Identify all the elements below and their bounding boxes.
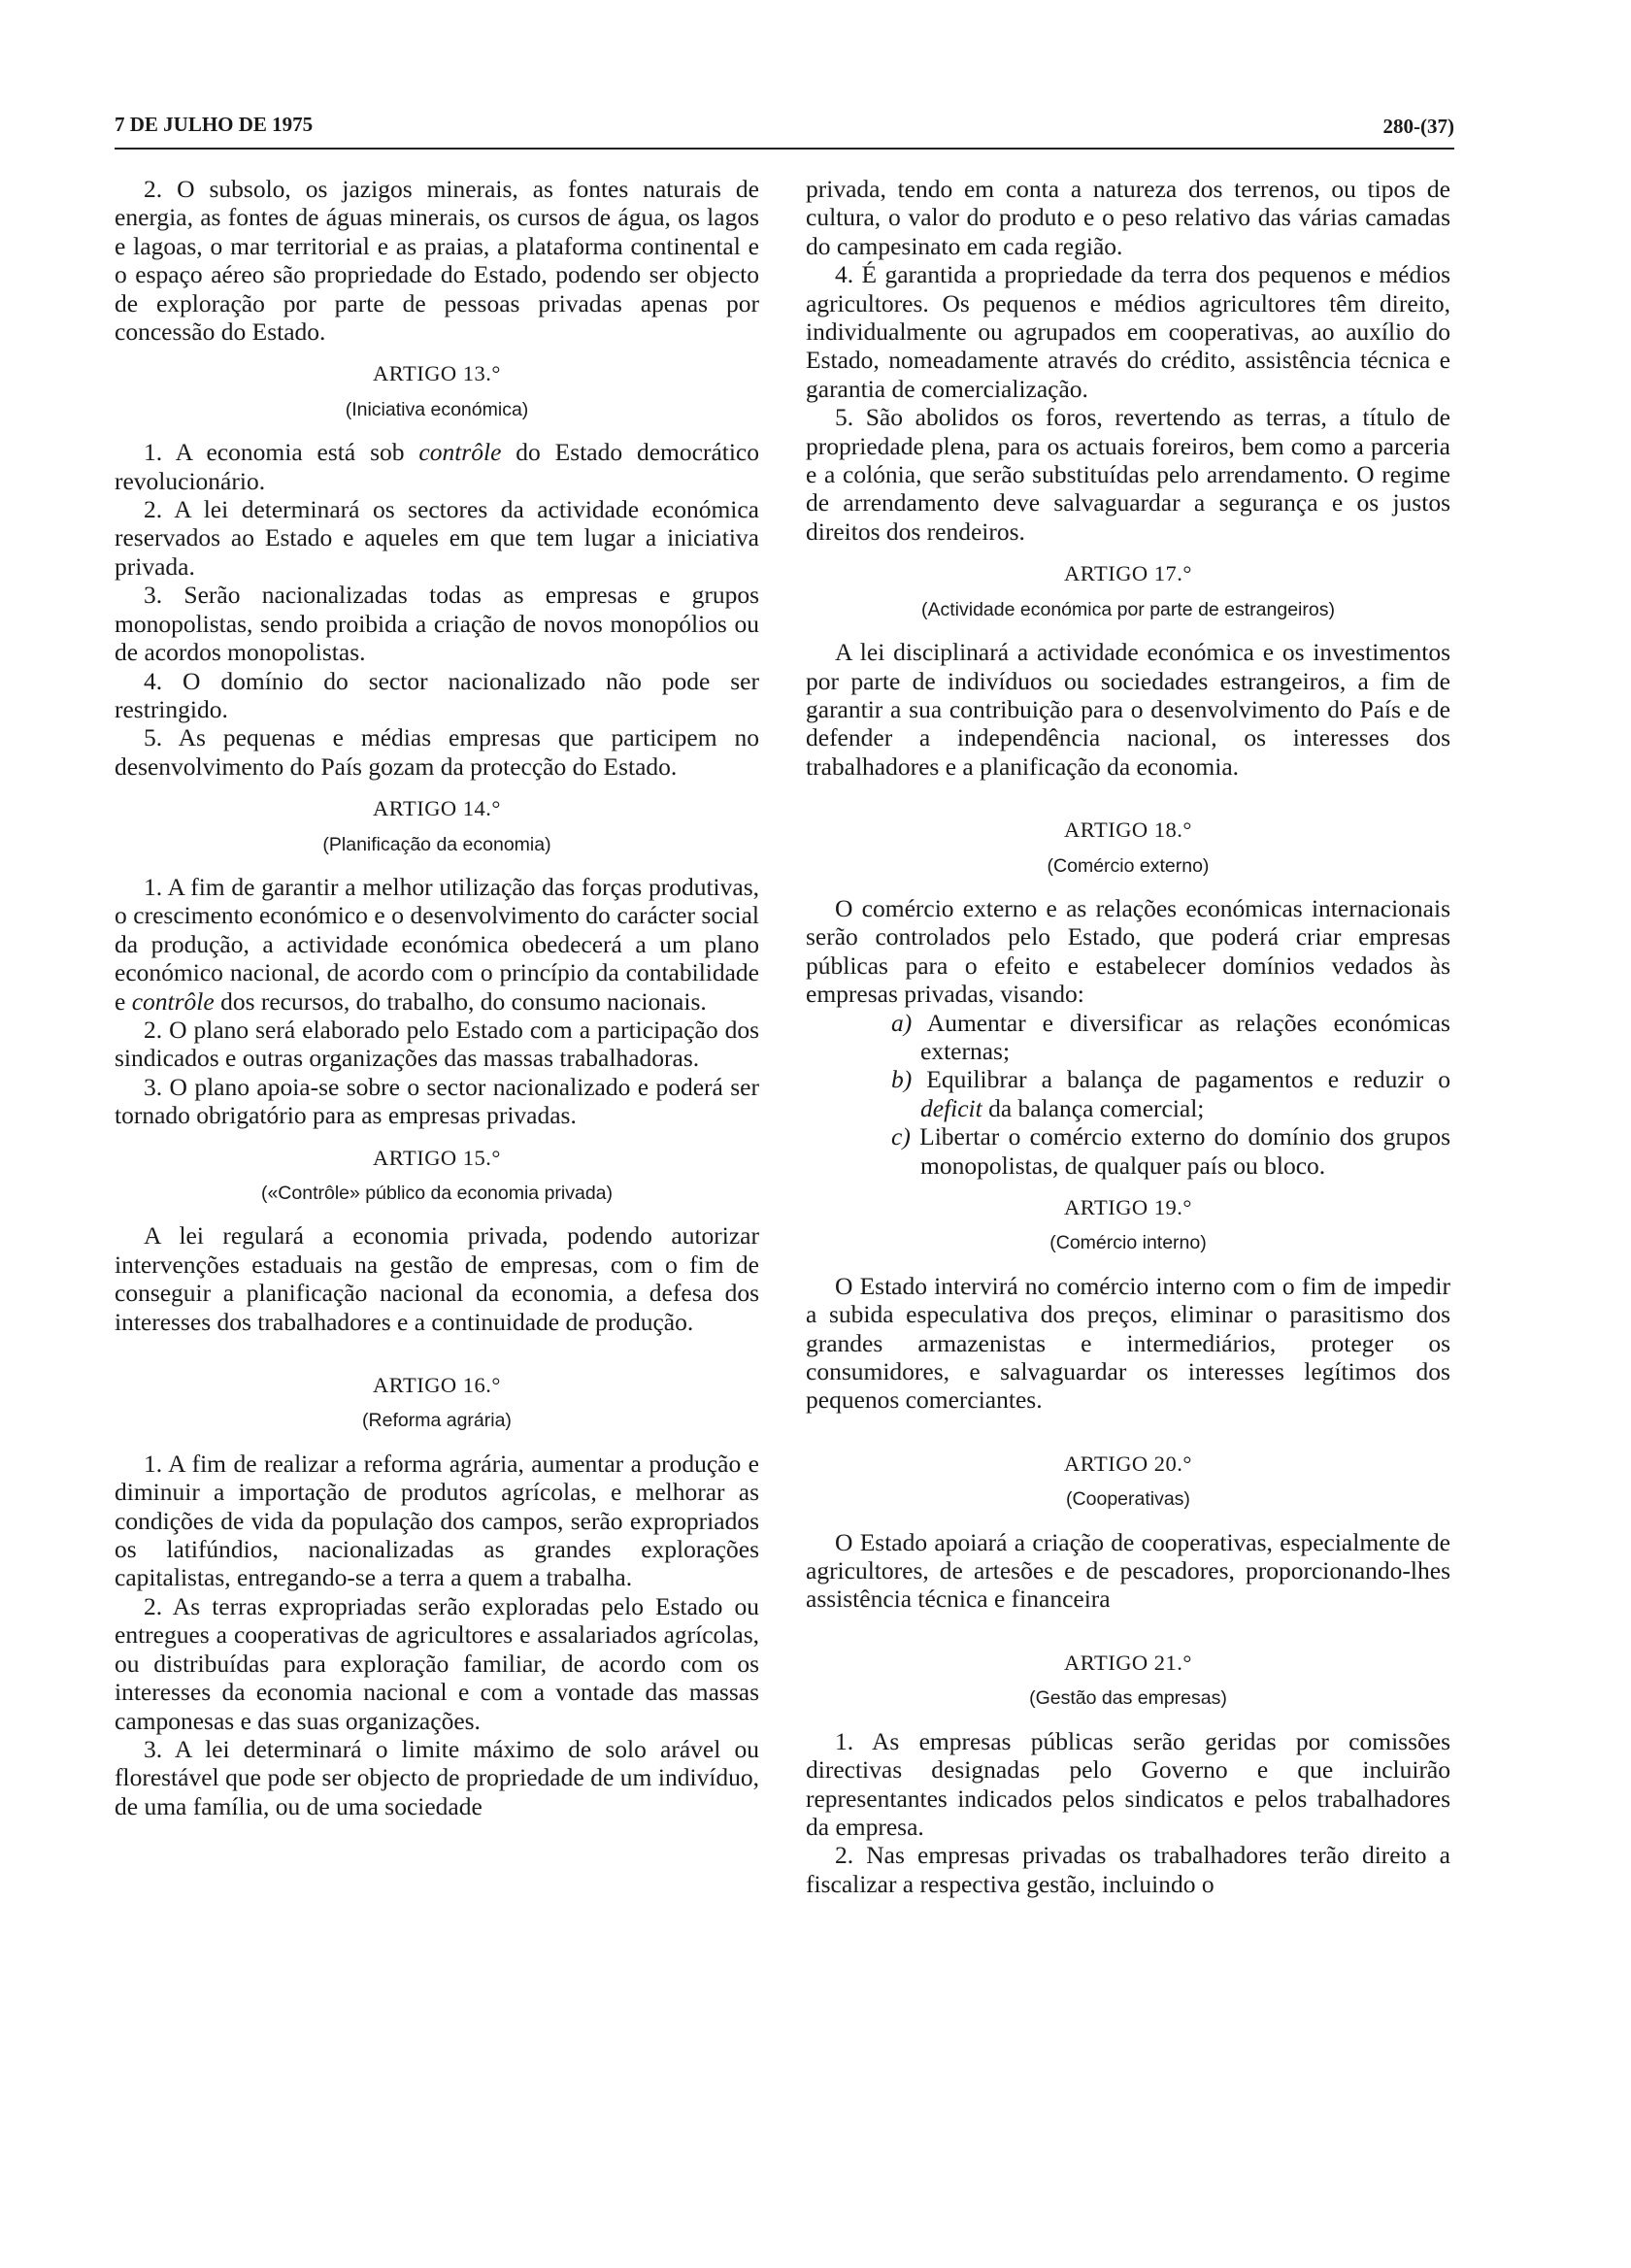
paragraph: privada, tendo em conta a natureza dos terrenos, ou tipos de cultura, o valor do produto e o peso relativo das várias camadas do campesinato em cada região. [806,175,1450,260]
paragraph: 4. É garantida a propriedade da terra dos pequenos e médios agricultores. Os pequenos e médios agricultores têm direito, individualmente ou agrupados em cooperativas, ao auxílio do Estado, nomeadamente através do crédito, assistência técnica e garantia de comercialização. [806,260,1450,403]
paragraph: 4. O domínio do sector nacionalizado não pode ser restringido. [115,666,759,723]
paragraph: 3. O plano apoia-se sobre o sector nacionalizado e poderá ser tornado obrigatório para as empresas privadas. [115,1072,759,1130]
paragraph: 1. As empresas públicas serão geridas por comissões directivas designadas pelo Governo e que incluirão representantes indicados pelos sindicatos e pelos trabalhadores da empresa. [806,1726,1450,1841]
article-subtitle: («Contrôle» público da economia privada) [260,1183,614,1204]
article-title: ARTIGO 17.° [1064,561,1192,586]
article-title: ARTIGO 15.° [373,1145,501,1170]
article-subtitle: (Reforma agrária) [362,1410,512,1432]
article-subtitle: (Gestão das empresas) [1029,1687,1227,1710]
left-column [115,175,759,1820]
paragraph: 2. As terras expropriadas serão exploradas pelo Estado ou entregues a cooperativas de agricultores e assalariados agrícolas, ou distribuídas para exploração familiar, de acordo com os interesses da economia nacional e com a vontade das massas camponesas e das suas organizações. [115,1591,759,1735]
paragraph: O Estado intervirá no comércio interno com o fim de impedir a subida especulativa dos preços, eliminar o parasitismo dos grandes armazenistas e intermediários, proteger os consumidores, e salvaguardar os interesses legítimos dos pequenos comerciantes. [806,1271,1450,1415]
article-title: ARTIGO 21.° [1064,1650,1192,1675]
right-column [806,175,1450,1898]
paragraph: 2. O subsolo, os jazigos minerais, as fontes naturais de energia, as fontes de águas minerais, os cursos de água, os lagos e lagoas, o mar territorial e as praias, a plataforma continental e o espaço aéreo são propriedade do Estado, podendo ser objecto de exploração por parte de pessoas privadas apenas por concessão do Estado. [115,175,759,347]
article-title: ARTIGO 20.° [1064,1451,1192,1476]
paragraph: 1. A fim de garantir a melhor utilização das forças produtivas, o crescimento económico e o desenvolvimento do carácter social da produção, a actividade económica obedecerá a um plano económico nacional, de acordo com o princípio da contabilidade e contrôle dos recursos, do trabalho, do consumo nacionais. [115,872,759,1016]
article-subtitle: (Actividade económica por parte de estrangeiros) [921,598,1335,620]
article-title: ARTIGO 14.° [373,796,501,821]
page-header [115,113,1454,150]
header-date: 7 DE JULHO DE 1975 [115,113,314,136]
article-subtitle: (Iniciativa económica) [345,398,529,420]
article-subtitle: (Comércio interno) [1049,1232,1207,1254]
article-subtitle: (Cooperativas) [1066,1488,1190,1511]
paragraph: 1. A fim de realizar a reforma agrária, aumentar a produção e diminuir a importação de produtos agrícolas, e melhorar as condições de vida da população dos campos, serão expropriados os latifúndios, nacionalizadas as grandes explorações capitalistas, entregando-se a terra a quem a trabalha. [115,1449,759,1592]
paragraph: A lei disciplinará a actividade económica e os investimentos por parte de indivíduos ou sociedades estrangeiros, a fim de garantir a sua contribuição para o desenvolvimento do País e de defender a independência nacional, os interesses dos trabalhadores e a planificação da economia. [806,638,1450,781]
article-title: ARTIGO 16.° [373,1373,501,1398]
article-subtitle: (Planificação da economia) [322,833,551,855]
paragraph: 5. As pequenas e médias empresas que participem no desenvolvimento do País gozam da protecção do Estado. [115,723,759,781]
paragraph: O comércio externo e as relações económicas internacionais serão controlados pelo Estado, que poderá criar empresas públicas para o efeito e estabelecer domínios vedados às empresas privadas, visando: [806,893,1450,1009]
paragraph: 3. A lei determinará o limite máximo de solo arável ou florestável que pode ser objecto de propriedade de um indivíduo, de uma família, ou de uma sociedade [115,1734,759,1820]
list-item: b) Equilibrar a balança de pagamentos e reduzir o deficit da balança comercial; [891,1065,1450,1122]
paragraph: 3. Serão nacionalizadas todas as empresas e grupos monopolistas, sendo proibida a criação de novos monopólios ou de acordos monopolistas. [115,581,759,667]
paragraph: 1. A economia está sob contrôle do Estado democrático revolucionário. [115,438,760,495]
header-page-number: 280-(37) [1382,115,1454,138]
article-title: ARTIGO 19.° [1064,1195,1192,1219]
paragraph: 2. Nas empresas privadas os trabalhadores terão direito a fiscalizar a respectiva gestão, incluindo o [806,1841,1450,1898]
paragraph: 2. O plano será elaborado pelo Estado com a participação dos sindicados e outras organizações das massas trabalhadoras. [115,1015,759,1073]
article-title: ARTIGO 18.° [1064,817,1192,843]
paragraph: 2. A lei determinará os sectores da actividade económica reservados ao Estado e aqueles em que tem lugar a iniciativa privada. [115,495,759,581]
list-item: c) Libertar o comércio externo do domínio dos grupos monopolistas, de qualquer país ou bloco. [891,1122,1450,1180]
article-title: ARTIGO 13.° [373,361,501,386]
paragraph: 5. São abolidos os foros, revertendo as terras, a título de propriedade plena, para os actuais foreiros, bem como a parceria e a colónia, que serão substituídas pelo arrendamento. O regime de arrendamento deve salvaguardar a segurança e os justos direitos dos rendeiros. [806,403,1450,546]
paragraph: A lei regulará a economia privada, podendo autorizar intervenções estaduais na gestão de empresas, com o fim de conseguir a planificação nacional da economia, a defesa dos interesses dos trabalhadores e a continuidade de produção. [115,1221,759,1336]
paragraph: O Estado apoiará a criação de cooperativas, especialmente de agricultores, de artesões e de pescadores, proporcionando-lhes assistência técnica e financeira [806,1527,1450,1614]
article-subtitle: (Comércio externo) [1047,854,1210,877]
list-item: a) Aumentar e diversificar as relações económicas externas; [891,1008,1450,1065]
